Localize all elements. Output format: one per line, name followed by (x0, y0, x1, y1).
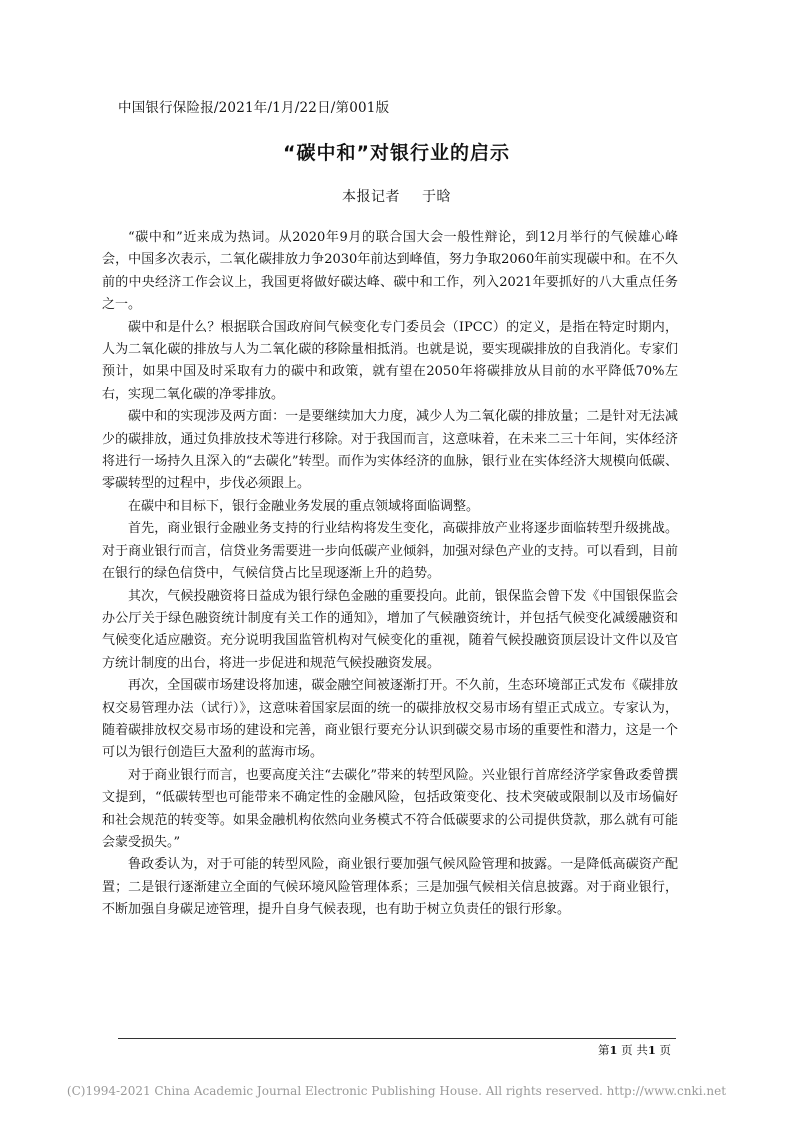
paragraph: “碳中和”近来成为热词。从2020年9月的联合国大会一般性辩论，到12月举行的气候雄心峰会，中国多次表示，二氧化碳排放力争2030年前达到峰值，努力争取2060年前实现碳中和。在不久前的中央经济工作会议上，我国更将做好碳达峰、碳中和工作，列入2021年要抓好的八大重点任务之一。 (102, 230, 678, 313)
paragraph: 对于商业银行而言，也要高度关注“去碳化”带来的转型风险。兴业银行首席经济学家鲁政委曾撰文提到，“低碳转型也可能带来不确定性的金融风险，包括政策变化、技术突破或限制以及市场偏好和社会规范的转变等。如果金融机构依然向业务模式不符合低碳要求的公司提供贷款，那么就有可能会蒙受损失。” (102, 767, 678, 850)
footer-divider (118, 1038, 676, 1039)
copyright-watermark: (C)1994-2021 China Academic Journal Electronic Publishing House. All rights reserved. http://www.cnki.net (66, 1084, 727, 1098)
paragraph: 再次，全国碳市场建设将加速，碳金融空间被逐渐打开。不久前，生态环境部正式发布《碳排放权交易管理办法（试行）》，这意味着国家层面的统一的碳排放权交易市场有望正式成立。专家认为，随着碳排放权交易市场的建设和完善，商业银行要充分认识到碳交易市场的重要性和潜力，这是一个可以为银行创造巨大盈利的蓝海市场。 (102, 678, 678, 761)
article-body (102, 227, 678, 922)
byline-role: 本报记者 (342, 189, 400, 205)
paragraph: 其次，气候投融资将日益成为银行绿色金融的重要投向。此前，银保监会曾下发《中国银保监会办公厅关于绿色融资统计制度有关工作的通知》，增加了气候融资统计，并包括气候变化减缓融资和气候变化适应融资。充分说明我国监管机构对气候变化的重视，随着气候投融资顶层设计文件以及官方统计制度的出台，将进一步促进和规范气候投融资发展。 (102, 588, 678, 671)
page-label: 第 (598, 1043, 610, 1057)
byline-author: 于晗 (422, 189, 451, 205)
paragraph: 首先，商业银行金融业务支持的行业结构将发生变化，高碳排放产业将逐步面临转型升级挑战。对于商业银行而言，信贷业务需要进一步向低碳产业倾斜，加强对绿色产业的支持。可以看到，目前在银行的绿色信贷中，气候信贷占比呈现逐渐上升的趋势。 (102, 521, 678, 582)
page-label: 页 共 (621, 1043, 648, 1057)
paragraph: 碳中和是什么？根据联合国政府间气候变化专门委员会（IPCC）的定义，是指在特定时期内，人为二氧化碳的排放与人为二氧化碳的移除量相抵消。也就是说，要实现碳排放的自我消化。专家们预计，如果中国及时采取有力的碳中和政策，就有望在2050年将碳排放从目前的水平降低70%左右，实现二氧化碳的净零排放。 (102, 319, 678, 402)
article-title: “碳中和”对银行业的启示 (283, 142, 510, 164)
byline (0, 186, 793, 206)
page-current: 1 (609, 1043, 618, 1057)
page-label: 页 (659, 1043, 671, 1057)
paragraph: 鲁政委认为，对于可能的转型风险，商业银行要加强气候风险管理和披露。一是降低高碳资产配置；二是银行逐渐建立全面的气候环境风险管理体系；三是加强气候相关信息披露。对于商业银行，不断加强自身碳足迹管理，提升自身气候表现，也有助于树立负责任的银行形象。 (102, 857, 678, 918)
source-line: 中国银行保险报/2021年/1月/22日/第001版 (118, 100, 390, 116)
paragraph: 碳中和的实现涉及两方面：一是要继续加大力度，减少人为二氧化碳的排放量；二是针对无法减少的碳排放，通过负排放技术等进行移除。对于我国而言，这意味着，在未来二三十年间，实体经济将进行一场持久且深入的“去碳化”转型。而作为实体经济的血脉，银行业在实体经济大规模向低碳、零碳转型的过程中，步伐必须跟上。 (102, 409, 678, 492)
page-total: 1 (647, 1043, 656, 1057)
page-number (598, 1042, 671, 1058)
paragraph: 在碳中和目标下，银行金融业务发展的重点领域将面临调整。 (128, 498, 480, 514)
